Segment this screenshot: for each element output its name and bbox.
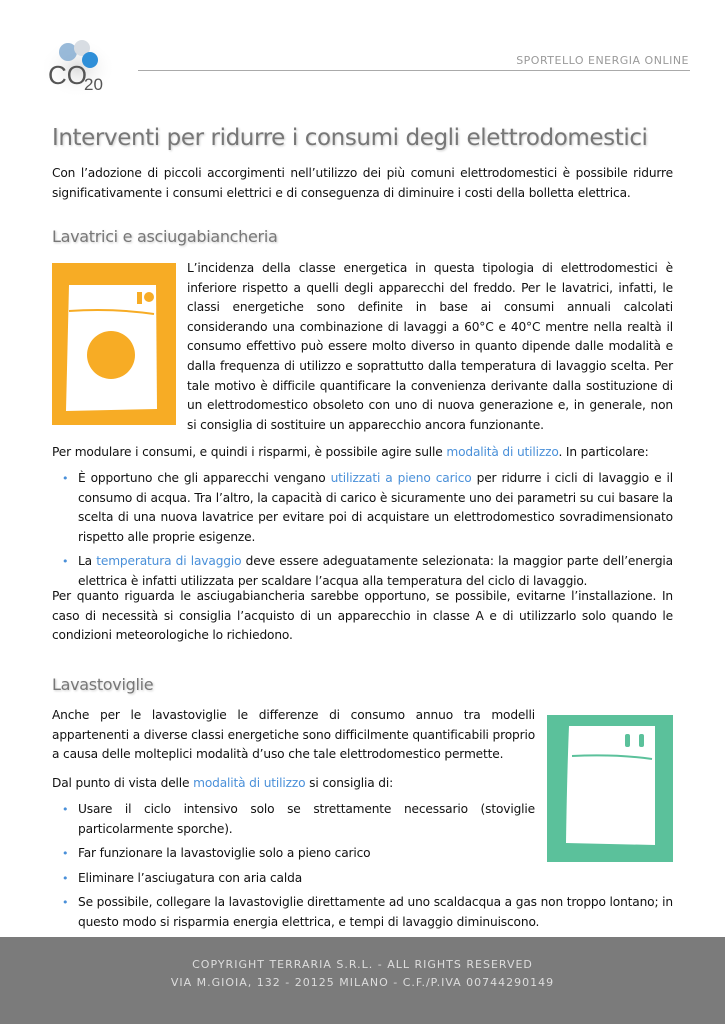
site-brand: SPORTELLO ENERGIA ONLINE [516,54,689,67]
text: Per modulare i consumi, e quindi i risparmi, è possibile agire sulle [52,445,447,459]
text: deve essere adeguatamente selezionata: la maggior parte dell’energia elettrica è infatti utilizzata per scaldare l’acqua alla temperatura del ciclo di lavaggio. [78,554,673,588]
washer-paragraph-1: L’incidenza della classe energetica in questa tipologia di elettrodomestici è inferiore rispetto a quelli degli apparecchi del freddo. Per le lavatrici, infatti, le classi energetiche sono definite in base ai consumi annuali calcolati considerando una combinazione di lavaggi a 60°C e 40°C mentre nella realtà il consumo effettivo può essere molto diverso in quanto dipende dalle modalità e dalla frequenza di utilizzo e soprattutto dalla temperatura di lavaggio scelta. Per tale motivo è difficile quantificare la convenienza derivante dalla sostituzione di un elettrodomestico obsoleto con uno di nuova generazione e, in generale, non si consiglia di sostituire un apparecchio ancora funzionante. [187,261,673,432]
link-pieno-carico[interactable]: utilizzati a pieno carico [330,471,472,485]
text: per ridurre i cicli di lavaggio e il consumo di acqua. Tra l’altro, la capacità di carico è sicuramente uno dei parametri su cui basare la scelta di una nuova lavatrice per evitare poi di acquistare un elettrodomestico sovradimensionato rispetto alle proprie esigenze. [78,471,673,544]
header-divider [138,70,690,71]
dishwasher-paragraph-2 [52,774,535,794]
dishwasher-paragraph-1: Anche per le lavastoviglie le differenze di consumo annuo tra modelli appartenenti a diverse classi energetiche sono difficilmente quantificabili proprio a causa delle molteplici modalità d’uso che tale elettrodomestico permette. [52,708,535,762]
link-modalita-utilizzo[interactable]: modalità di utilizzo [446,445,559,459]
list-item: • Far funzionare la lavastoviglie solo a pieno carico [52,844,673,864]
text: . In particolare: [558,445,649,459]
washer-paragraph-2 [52,443,673,463]
svg-text:CO: CO [48,60,87,90]
section-heading-washer: Lavatrici e asciugabiancheria [52,227,278,246]
washer-bullet-list [52,469,673,597]
text: È opportuno che gli apparecchi vengano [78,471,331,485]
washing-machine-icon [52,263,176,425]
list-item [52,552,673,591]
section-heading-dishwasher: Lavastoviglie [52,675,154,694]
text: Dal punto di vista delle [52,776,194,790]
footer-address: VIA M.GIOIA, 132 - 20125 MILANO - C.F./P.IVA 00744290149 [170,976,555,989]
co2o-logo [40,34,116,98]
text: si consiglia di: [305,776,394,790]
footer [0,937,725,1024]
intro-paragraph: Con l’adozione di piccoli accorgimenti nell’utilizzo dei più comuni elettrodomestici è possibile ridurre significativamente i consumi elettrici e di conseguenza di diminuire i costi della bolletta elettrica. [52,166,673,200]
link-temperatura-lavaggio[interactable]: temperatura di lavaggio [96,554,242,569]
page-title: Interventi per ridurre i consumi degli elettrodomestici [52,125,648,151]
footer-copyright: COPYRIGHT TERRARIA S.R.L. - ALL RIGHTS RESERVED [192,958,533,971]
link-modalita-utilizzo-2[interactable]: modalità di utilizzo [193,776,306,790]
list-item: • Eliminare l’asciugatura con aria calda [52,869,673,889]
list-item: • Usare il ciclo intensivo solo se strettamente necessario (stoviglie particolarmente sporche). [52,800,535,839]
svg-text:20: 20 [84,75,103,94]
washer-paragraph-3: Per quanto riguarda le asciugabiancheria sarebbe opportuno, se possibile, evitarne l’installazione. In caso di necessità si consiglia l’acquisto di un apparecchio in classe A e di utilizzarlo solo quando le condizioni meteorologiche lo richiedono. [52,589,673,643]
dishwasher-bullet-list [52,800,673,938]
list-item [52,469,673,547]
list-item: • Se possibile, collegare la lavastoviglie direttamente ad uno scaldacqua a gas non troppo lontano; in questo modo si risparmia energia elettrica, e tempi di lavaggio diminuiscono. [52,893,673,932]
text: La [78,554,97,569]
